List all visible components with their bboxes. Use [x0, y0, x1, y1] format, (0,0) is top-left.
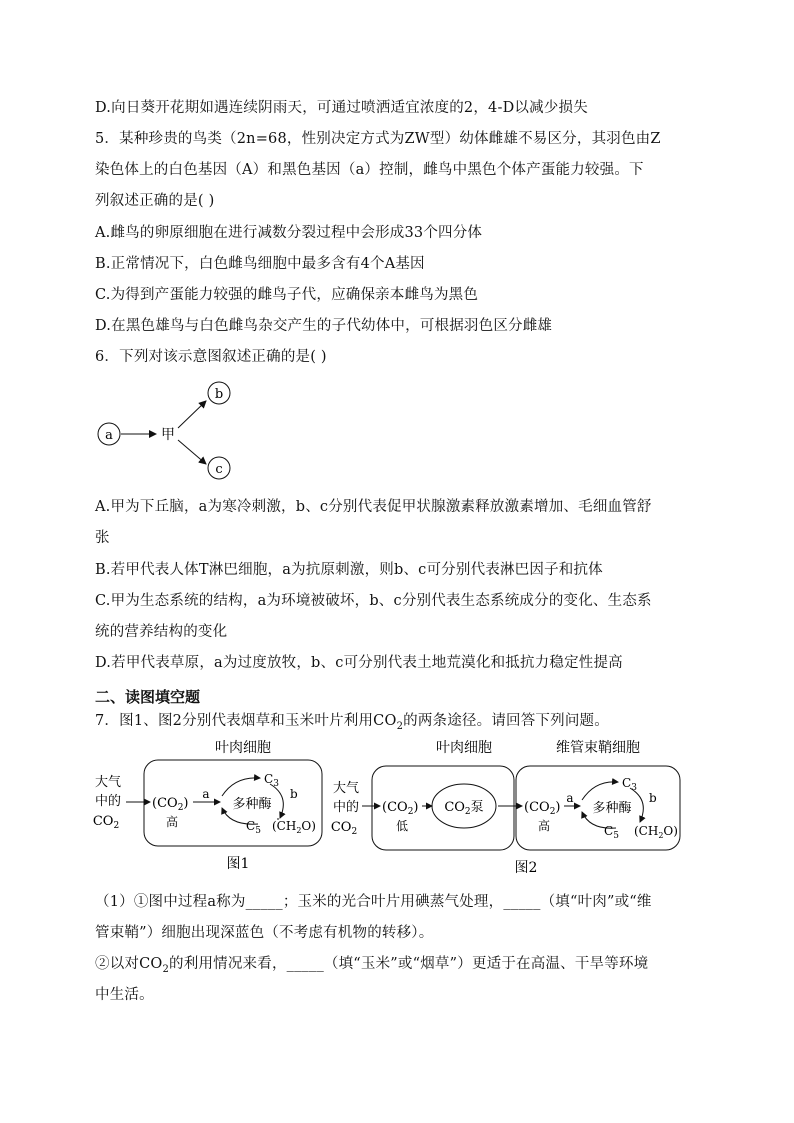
question-5-line3: 列叙述正确的是( )	[95, 193, 215, 209]
fig1-air-1: 大气	[94, 775, 122, 790]
fig2-cycle-right	[630, 788, 643, 822]
fig1-air-3: $CO_2$	[92, 814, 120, 831]
fig2-low: 低	[395, 819, 409, 833]
node-jia-label: 甲	[161, 427, 175, 443]
option-6a-line2: 张	[95, 530, 110, 546]
fig1-cycle-top	[222, 778, 260, 796]
fig2-co2-high: $(CO_2)$	[524, 800, 561, 817]
question-7-text-b: 的两条途径。请回答下列问题。	[403, 713, 609, 729]
node-c-label: c	[215, 462, 223, 477]
fig2-cycle-top	[582, 782, 618, 800]
question-7-2-line2: 中生活。	[95, 987, 154, 1003]
fig1-co2: $(CO_2)$	[152, 796, 189, 813]
fig2-label-a: a	[566, 791, 574, 805]
option-6a-line1: A.甲为下丘脑，a为寒冷刺激，b、c分别代表促甲状腺激素释放激素增加、毛细血管舒	[95, 499, 652, 515]
question-7-text-a: 7．图1、图2分别代表烟草和玉米叶片利用CO	[95, 713, 397, 729]
fig2-title-left: 叶肉细胞	[436, 740, 492, 756]
option-6d: D.若甲代表草原，a为过度放牧，b、c可分别代表土地荒漠化和抵抗力稳定性提高	[95, 655, 623, 671]
question-7-2-line1	[95, 952, 648, 975]
fig2-high: 高	[537, 819, 551, 833]
fig1-high: 高	[165, 815, 179, 829]
fig2-pump-label: $CO_2$泵	[444, 800, 484, 817]
figure-1	[93, 740, 322, 872]
arrow-jia-to-c	[178, 440, 206, 464]
fig2-caption: 图2	[514, 860, 538, 876]
fig1-c3: $C_3$	[264, 772, 279, 789]
question-7-2-text-b: 的利用情况来看，_____（填“玉米”或“烟草”）更适于在高温、干旱等环境	[169, 956, 649, 972]
fig1-air-2: 中的	[94, 794, 122, 809]
arrow-jia-to-b	[178, 401, 206, 428]
question-6: 6．下列对该示意图叙述正确的是( )	[95, 349, 327, 365]
fig2-enzymes: 多种酶	[592, 801, 632, 816]
question-5-line2: 染色体上的白色基因（A）和黑色基因（a）控制，雌鸟中黑色个体产蛋能力较强。下	[95, 162, 644, 178]
fig2-c3: $C_3$	[622, 776, 637, 793]
node-a-label: a	[105, 428, 113, 443]
fig1-c5: $C_5$	[246, 819, 261, 836]
fig1-cycle-right	[270, 784, 283, 818]
section-heading: 二、读图填空题	[95, 688, 201, 706]
option-5c: C.为得到产蛋能力较强的雌鸟子代，应确保亲本雌鸟为黑色	[95, 287, 479, 303]
fig1-label-a: a	[202, 787, 210, 801]
question-7-1-line1: （1）①图中过程a称为_____；玉米的光合叶片用碘蒸气处理，_____（填“叶肉”或“维	[95, 894, 652, 910]
node-b-label: b	[214, 387, 224, 402]
option-5b: B.正常情况下，白色雌鸟细胞中最多含有4个A基因	[95, 256, 425, 272]
question-7-1-line2: 管束鞘”）细胞出现深蓝色（不考虑有机物的转移）。	[95, 925, 434, 941]
option-5a: A.雌鸟的卵原细胞在进行减数分裂过程中会形成33个四分体	[95, 225, 483, 241]
fig1-ch2o: $(CH_2O)$	[272, 819, 316, 835]
fig2-ch2o: $(CH_2O)$	[634, 824, 678, 840]
figures-1-2	[90, 738, 710, 878]
option-d-q4: D.向日葵开花期如遇连续阴雨天，可通过喷洒适宜浓度的2，4-D以减少损失	[95, 100, 588, 116]
question-7-2-text-a: ②以对CO	[95, 956, 163, 972]
question-7-sub: 2	[396, 720, 404, 732]
fig2-co2-low: $(CO_2)$	[382, 800, 419, 817]
fig2-label-b: b	[649, 791, 657, 805]
option-6b: B.若甲代表人体T淋巴细胞，a为抗原刺激，则b、c可分别代表淋巴因子和抗体	[95, 562, 603, 578]
option-6c-line1: C.甲为生态系统的结构，a为环境被破坏，b、c分别代表生态系统成分的变化、生态系	[95, 593, 652, 609]
question-7	[95, 709, 609, 732]
fig2-title-right: 维管束鞘细胞	[556, 740, 640, 756]
fig2-air-3: $CO_2$	[330, 820, 358, 837]
fig1-label-b: b	[290, 787, 298, 801]
option-6c-line2: 统的营养结构的变化	[95, 624, 228, 640]
question-7-2-sub: 2	[162, 963, 170, 975]
fig2-air-2: 中的	[332, 800, 360, 815]
fig2-air-1: 大气	[332, 781, 360, 796]
fig1-title: 叶肉细胞	[215, 740, 271, 756]
option-5d: D.在黑色雄鸟与白色雌鸟杂交产生的子代幼体中，可根据羽色区分雌雄	[95, 318, 553, 334]
fig1-caption: 图1	[226, 856, 250, 872]
question-5-line1: 5．某种珍贵的鸟类（2n=68，性别决定方式为ZW型）幼体雌雄不易区分，其羽色由Z	[95, 131, 661, 147]
fig1-enzymes: 多种酶	[232, 797, 272, 812]
question-6-diagram	[90, 378, 250, 483]
fig2-c5: $C_5$	[604, 824, 619, 841]
figure-2	[331, 739, 680, 876]
